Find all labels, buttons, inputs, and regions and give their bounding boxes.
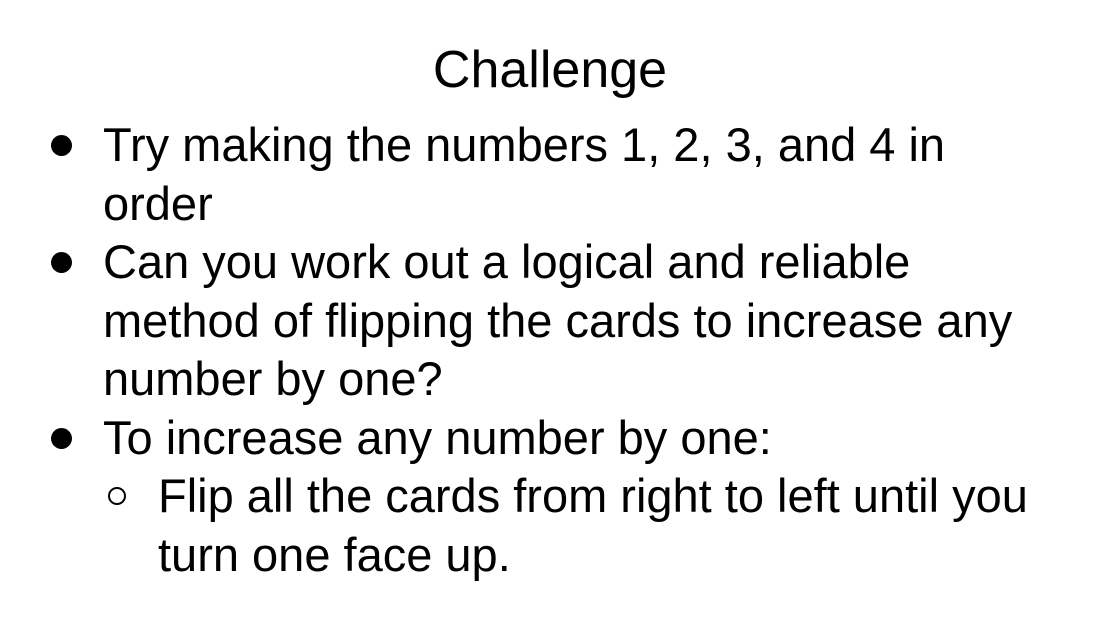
hollow-circle-bullet-icon xyxy=(108,487,126,505)
bullet-dot-icon xyxy=(51,428,72,449)
bullet-dot-icon xyxy=(51,252,72,273)
bullet-item xyxy=(0,233,1100,409)
slide-title: Challenge xyxy=(432,41,668,99)
bullet-text: To increase any number by one: xyxy=(103,410,772,464)
bullet-text: Try making the numbers 1, 2, 3, and 4 in order xyxy=(103,118,946,230)
sub-bullet-list xyxy=(103,467,1060,584)
bullet-item xyxy=(0,409,1100,585)
sub-bullet-text: Flip all the cards from right to left until you turn one face up. xyxy=(158,469,1028,581)
sub-bullet-item xyxy=(103,467,1060,584)
bullet-text: Can you work out a logical and reliable method of flipping the cards to increase any number by one? xyxy=(103,235,1013,405)
bullet-item xyxy=(0,116,1100,233)
bullet-dot-icon xyxy=(51,135,72,156)
bullet-list xyxy=(0,116,1100,584)
